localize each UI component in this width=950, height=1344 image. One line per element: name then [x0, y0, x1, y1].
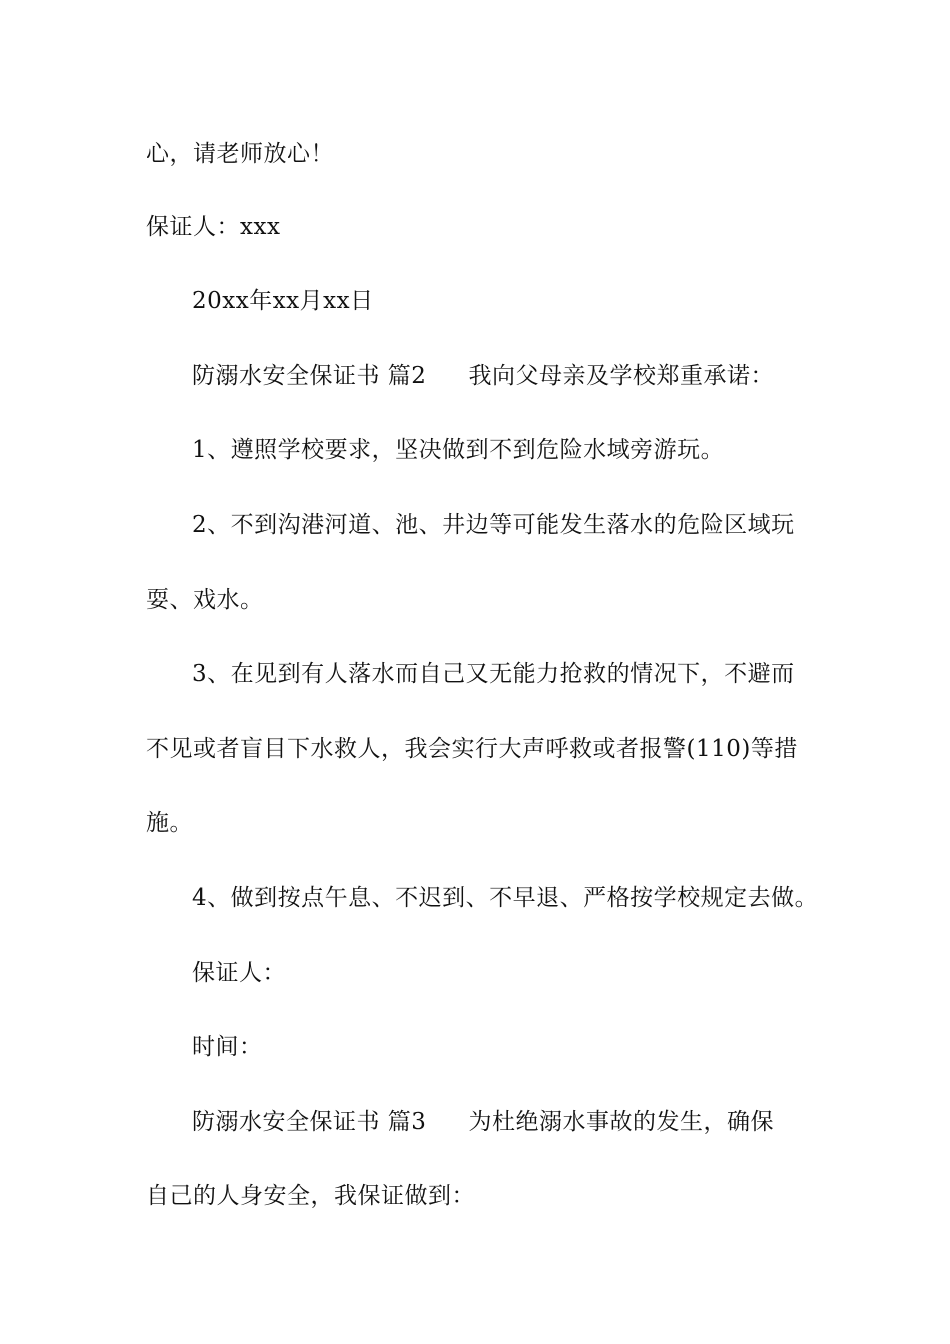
text-line: 保证人：xxx: [146, 214, 281, 240]
text-line: 不见或者盲目下水救人，我会实行大声呼救或者报警(110)等措: [146, 736, 798, 762]
signer-line: [192, 953, 862, 993]
section-heading-line: [192, 356, 862, 396]
list-item: [192, 430, 862, 470]
text-line: 我向父母亲及学校郑重承诺：: [468, 363, 774, 389]
text-line: 耍、戏水。: [146, 587, 264, 613]
text-line: 2、不到沟港河道、池、井边等可能发生落水的危险区域玩: [192, 512, 795, 538]
list-item: [192, 878, 862, 918]
text-line: 自己的人身安全，我保证做到：: [146, 1183, 475, 1209]
section-heading-line: [192, 1102, 862, 1142]
list-item-continuation: [146, 803, 816, 843]
paragraph-line: [146, 134, 816, 174]
paragraph-continuation: [146, 1176, 816, 1216]
signer-line: [146, 207, 816, 247]
text-line: 1、遵照学校要求，坚决做到不到危险水域旁游玩。: [192, 437, 725, 463]
text-line: 4、做到按点午息、不迟到、不早退、严格按学校规定去做。: [192, 885, 819, 911]
text-line: 施。: [146, 810, 193, 836]
section-title: 防溺水安全保证书 篇2: [192, 363, 427, 389]
text-line: 20xx年xx月xx日: [192, 288, 374, 314]
list-item-continuation: [146, 580, 816, 620]
list-item: [192, 505, 862, 545]
list-item-continuation: [146, 729, 816, 769]
text-line: 时间：: [192, 1034, 263, 1060]
time-line: [192, 1027, 862, 1067]
text-line: 3、在见到有人落水而自己又无能力抢救的情况下，不避而: [192, 661, 795, 687]
section-title: 防溺水安全保证书 篇3: [192, 1109, 427, 1135]
list-item: [192, 654, 862, 694]
date-line: [192, 281, 862, 321]
text-line: 保证人：: [192, 960, 286, 986]
text-line: 心，请老师放心！: [146, 141, 334, 167]
text-line: 为杜绝溺水事故的发生，确保: [468, 1109, 774, 1135]
